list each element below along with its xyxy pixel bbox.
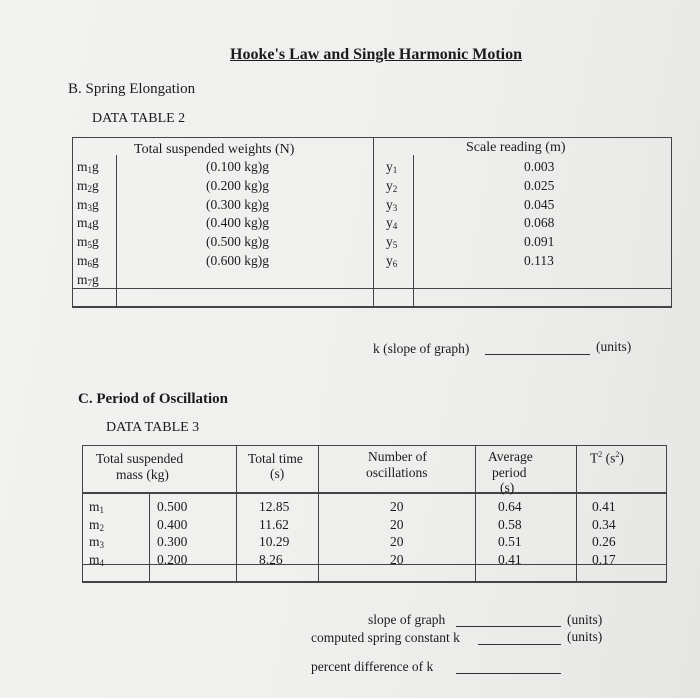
k-slope-units: (units) bbox=[596, 339, 632, 354]
oscillations-value: 20 bbox=[390, 551, 404, 567]
weight-value: (0.400 kg)g bbox=[206, 215, 269, 231]
total-time-value: 8.26 bbox=[259, 551, 283, 567]
slope-of-graph-label: slope of graph bbox=[368, 612, 446, 627]
mass-label-m7: $m_7g$ bbox=[77, 271, 99, 288]
weight-value: (0.200 kg)g bbox=[206, 177, 269, 193]
y-label: $y_4$ bbox=[386, 215, 398, 232]
mass-value: 0.300 bbox=[157, 534, 188, 549]
spring-constant-label: computed spring constant k bbox=[311, 630, 460, 645]
y-label: $y_2$ bbox=[386, 177, 398, 194]
weight-value: (0.300 kg)g bbox=[206, 196, 269, 212]
average-period-value: 0.58 bbox=[498, 516, 522, 532]
col-header-scale: Scale reading (m) bbox=[466, 140, 566, 155]
scale-reading-value: 0.025 bbox=[524, 177, 555, 193]
mass-label-m5: $m_5g$ bbox=[77, 234, 99, 251]
col-header-avg-1: Average bbox=[488, 449, 533, 464]
weight-value: (0.500 kg)g bbox=[206, 234, 269, 250]
t-squared-value: 0.26 bbox=[592, 534, 616, 549]
slope-units: (units) bbox=[567, 612, 603, 627]
weight-value: (0.100 kg)g bbox=[206, 159, 269, 174]
col-header-time-2: (s) bbox=[270, 466, 285, 481]
y-label: $y_6$ bbox=[386, 253, 398, 269]
scale-reading-value: 0.045 bbox=[524, 196, 555, 212]
mass-label-m3: $m_3g$ bbox=[77, 196, 99, 213]
mass-label-m4: $m_4g$ bbox=[77, 215, 99, 232]
total-time-value: 11.62 bbox=[259, 516, 289, 532]
spring-constant-units: (units) bbox=[567, 629, 603, 644]
k-slope-label: k (slope of graph) bbox=[373, 341, 470, 356]
average-period-value: 0.64 bbox=[498, 499, 522, 514]
spring-constant-blank[interactable] bbox=[478, 644, 561, 645]
col-header-osc-1: Number of bbox=[368, 449, 427, 464]
t-squared-value: 0.41 bbox=[592, 499, 616, 514]
k-slope-blank[interactable] bbox=[485, 354, 590, 355]
mass-label-m1: $m_1g$ bbox=[77, 159, 99, 175]
section-b-heading: B. Spring Elongation bbox=[68, 81, 196, 97]
average-period-value: 0.51 bbox=[498, 534, 522, 549]
mass-label-m3: $m_3$ bbox=[89, 534, 105, 550]
y-label: $y_5$ bbox=[386, 234, 398, 251]
mass-label-m2: $m_2$ bbox=[89, 516, 105, 533]
total-time-value: 12.85 bbox=[259, 499, 290, 514]
t-squared-value: 0.34 bbox=[592, 516, 616, 532]
page-title: Hooke's Law and Single Harmonic Motion bbox=[230, 46, 523, 63]
mass-value: 0.500 bbox=[157, 499, 188, 514]
mass-label-m1: $m_1$ bbox=[89, 499, 105, 515]
col-header-weights: Total suspended weights (N) bbox=[134, 142, 295, 157]
col-header-osc-2: oscillations bbox=[366, 465, 428, 480]
oscillations-value: 20 bbox=[390, 534, 404, 549]
section-c-heading: C. Period of Oscillation bbox=[78, 391, 228, 407]
data-table-3-title: DATA TABLE 3 bbox=[106, 420, 200, 435]
scale-reading-value: 0.003 bbox=[524, 159, 555, 174]
mass-label-m4: $m_4$ bbox=[89, 551, 105, 568]
mass-value: 0.200 bbox=[157, 551, 188, 567]
average-period-value: 0.41 bbox=[498, 551, 522, 567]
slope-of-graph-blank[interactable] bbox=[456, 626, 561, 627]
col-header-avg-3: (s) bbox=[500, 480, 515, 495]
mass-label-m2: $m_2g$ bbox=[77, 177, 99, 194]
y-label: $y_1$ bbox=[386, 159, 398, 175]
total-time-value: 10.29 bbox=[259, 534, 290, 549]
t-squared-value: 0.17 bbox=[592, 551, 616, 567]
col-header-time-1: Total time bbox=[248, 451, 303, 466]
weight-value: (0.600 kg)g bbox=[206, 253, 269, 268]
col-header-mass-2: mass (kg) bbox=[116, 467, 169, 482]
col-header-mass-1: Total suspended bbox=[96, 451, 184, 466]
oscillations-value: 20 bbox=[390, 499, 404, 514]
mass-value: 0.400 bbox=[157, 516, 188, 532]
scale-reading-value: 0.091 bbox=[524, 234, 555, 250]
col-header-avg-2: period bbox=[492, 465, 527, 480]
oscillations-value: 20 bbox=[390, 516, 404, 532]
y-label: $y_3$ bbox=[386, 196, 398, 213]
mass-label-m6: $m_6g$ bbox=[77, 253, 99, 269]
percent-difference-label: percent difference of k bbox=[311, 659, 434, 674]
percent-difference-blank[interactable] bbox=[456, 673, 561, 674]
col-header-t-squared: $T^2$ $(s^2)$ bbox=[590, 450, 624, 466]
data-table-2-title: DATA TABLE 2 bbox=[92, 111, 186, 126]
scale-reading-value: 0.068 bbox=[524, 215, 555, 231]
scale-reading-value: 0.113 bbox=[524, 253, 554, 268]
